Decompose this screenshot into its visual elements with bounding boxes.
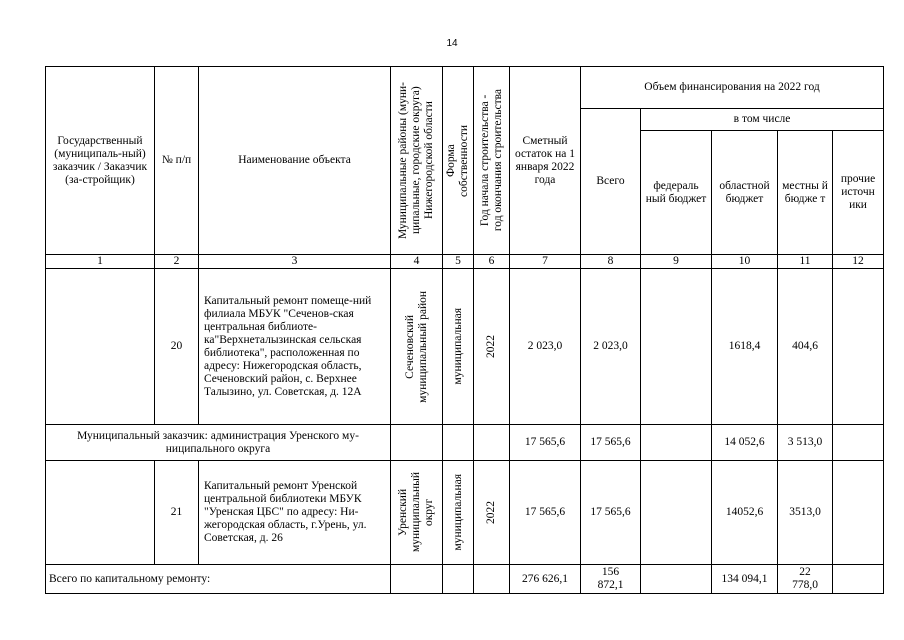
customer-ownership [443,425,474,461]
customer-years [474,425,510,461]
row-years-text: 2022 [485,501,497,524]
header-financing: Объем финансирования на 2022 год [581,67,884,109]
column-number: 7 [510,255,581,269]
row-estimate: 2 023,0 [510,269,581,425]
header-districts-line: Нижегородской области [423,101,435,220]
column-number: 11 [778,255,833,269]
customer-regional: 14 052,6 [712,425,778,461]
customer-total: 17 565,6 [581,425,641,461]
header-districts-line: ципальные, городские округа) [410,86,422,235]
totals-district [391,565,443,594]
totals-total-line: 872,1 [597,579,624,591]
column-number: 10 [712,255,778,269]
row-other [833,269,884,425]
totals-regional: 134 094,1 [712,565,778,594]
column-number: 5 [443,255,474,269]
totals-total [581,565,641,594]
row-district-line: муниципальный [410,472,422,553]
header-years [474,67,510,255]
row-object-name: Капитальный ремонт помеще-ний филиала МБУК "Сеченов-ская центральная библиоте-ка"Верхнеталызинская сельская библиотека", расположенная по адресу: Нижегородская область, Сеченовский район, с. Верхнее Талызино, ул. Советская, д. 12А [199,269,391,425]
row-number: 21 [155,461,199,565]
row-number: 20 [155,269,199,425]
row-federal [641,269,712,425]
header-ownership [443,67,474,255]
customer-label: Муниципальный заказчик: администрация Уренского му-ниципального округа [46,425,391,461]
column-number: 1 [46,255,155,269]
header-object-name: Наименование объекта [199,67,391,255]
column-number: 6 [474,255,510,269]
row-regional: 14052,6 [712,461,778,565]
column-number: 8 [581,255,641,269]
totals-total-line: 156 [601,566,620,578]
header-districts [391,67,443,255]
column-number: 3 [199,255,391,269]
column-number: 9 [641,255,712,269]
totals-federal [641,565,712,594]
column-number: 2 [155,255,199,269]
row-total: 17 565,6 [581,461,641,565]
page-number: 14 [446,38,458,49]
row-customer [46,269,155,425]
row-district-line: Сеченовский [403,314,416,379]
column-number: 12 [833,255,884,269]
header-federal-budget: федераль ный бюджет [641,131,712,255]
header-regional-budget: областной бюджет [712,131,778,255]
customer-row [46,425,884,461]
row-years [474,269,510,425]
row-district [391,461,443,565]
row-district [391,269,443,425]
row-estimate: 17 565,6 [510,461,581,565]
customer-estimate: 17 565,6 [510,425,581,461]
customer-district [391,425,443,461]
header-years-line: Год начала строительства - [478,94,491,227]
totals-label: Всего по капитальному ремонту: [46,565,391,594]
customer-federal [641,425,712,461]
header-estimate: Сметный остаток на 1 января 2022 года [510,67,581,255]
totals-years [474,565,510,594]
row-ownership-text: муниципальная [451,474,464,551]
totals-estimate: 276 626,1 [510,565,581,594]
customer-local: 3 513,0 [778,425,833,461]
totals-local-line: 22 [799,566,811,578]
totals-other [833,565,884,594]
row-years-text: 2022 [485,335,497,358]
header-customer: Государственный (муниципаль-ный) заказчик / Заказчик (за-стройщик) [46,67,155,255]
row-district-line: Уренский [397,488,409,537]
customer-other [833,425,884,461]
row-ownership [443,269,474,425]
row-total: 2 023,0 [581,269,641,425]
header-districts-line: Муниципальные районы (муни- [397,81,409,240]
totals-row [46,565,884,594]
row-other [833,461,884,565]
header-ownership-line: Форма [445,144,457,177]
financing-table-wrapper [45,66,883,594]
table-row [46,461,884,565]
header-including: в том числе [641,109,884,131]
row-local: 3513,0 [778,461,833,565]
financing-table [45,66,884,594]
row-customer [46,461,155,565]
header-years-line: год окончания строительства [491,89,504,232]
row-district-line: муниципальный район [416,290,429,403]
totals-ownership [443,565,474,594]
table-row [46,269,884,425]
header-ownership-line: собственности [458,124,470,197]
row-regional: 1618,4 [712,269,778,425]
header-number: № п/п [155,67,199,255]
row-federal [641,461,712,565]
row-district-line: округ [423,498,435,527]
totals-local-line: 778,0 [792,579,818,591]
column-number: 4 [391,255,443,269]
header-local-budget: местны й бюдже т [778,131,833,255]
row-object-name: Капитальный ремонт Уренской центральной библиотеки МБУК "Уренская ЦБС" по адресу: Ни-жегородская область, г.Урень, ул. Советская, д. 26 [199,461,391,565]
totals-local [778,565,833,594]
header-total: Всего [581,109,641,255]
header-other-sources: прочие источн ики [833,131,884,255]
row-ownership-text: муниципальная [451,308,464,385]
row-ownership [443,461,474,565]
row-years [474,461,510,565]
row-local: 404,6 [778,269,833,425]
